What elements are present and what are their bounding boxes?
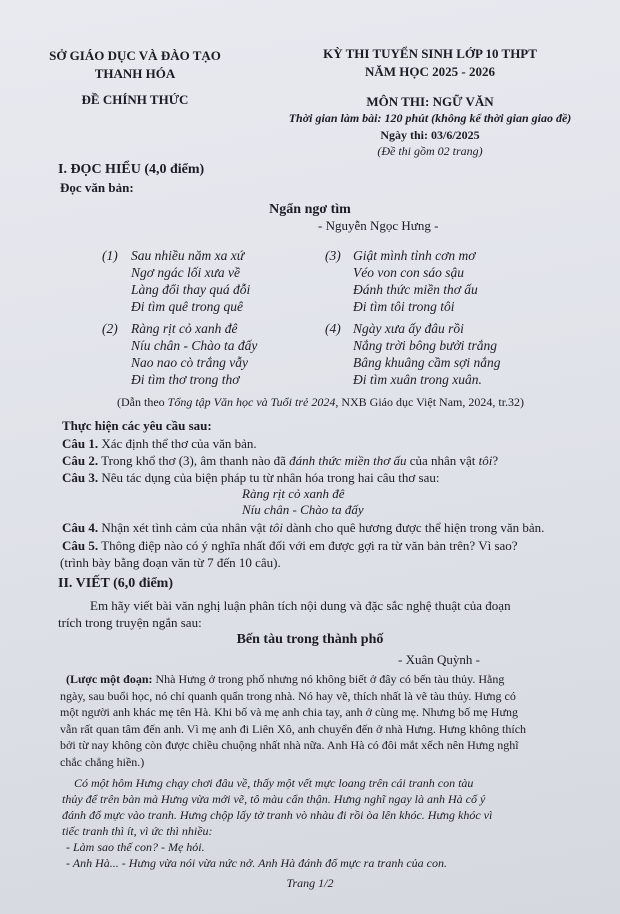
question-text: Thông điệp nào có ý nghĩa nhất đối với em được gợi ra từ văn bản trên? Vì sao? — [101, 538, 518, 553]
source-book-title: Tổng tập Văn học và Tuổi trẻ 2024 — [167, 395, 336, 409]
quote-line: Ràng rịt cỏ xanh đê — [242, 486, 345, 501]
question-4 — [62, 519, 544, 536]
department-name: SỞ GIÁO DỤC VÀ ĐÀO TẠO — [49, 48, 221, 63]
subject-line: MÔN THI: NGỮ VĂN — [366, 94, 494, 109]
page-number: Trang 1/2 — [286, 876, 334, 890]
excerpt-line: Có một hôm Hưng chạy chơi đâu về, thấy một vết mực loang trên cái tranh con tàu — [74, 776, 474, 790]
question-text: Trong khổ thơ (3), âm thanh nào đã — [101, 453, 290, 468]
tasks-heading: Thực hiện các yêu cầu sau: — [62, 418, 212, 433]
question-text: ? — [492, 453, 499, 468]
province-name: THANH HÓA — [94, 66, 176, 81]
question-2 — [62, 452, 498, 469]
question-label: Câu 3. — [62, 470, 99, 485]
summary-line: ngày, sau buổi học, nó chỉ quanh quẩn trong nhà. Nó hay vẽ, thích nhất là vẽ tàu thủy. Hưng có — [60, 688, 516, 703]
excerpt-line: - Làm sao thế con? - Mẹ hỏi. — [66, 840, 205, 854]
poem-line: Níu chân - Chào ta đấy — [131, 338, 258, 353]
summary-label: (Lược một đoạn: — [66, 672, 153, 686]
summary-line: bởi từ nay không còn được chiều chuộng nhất nhà nữa. Anh Hà có đôi mắt xếch nên Hưng nghĩ — [60, 738, 519, 752]
summary-line: chắc chẳng hiền.) — [60, 754, 145, 769]
official-label: ĐỀ CHÍNH THỨC — [81, 92, 189, 107]
question-text: của nhân vật — [406, 453, 479, 468]
summary-line: vẫn rất quan tâm đến anh. Vì mẹ anh đi Liên Xô, anh chuyển đến ở nhà Hưng. Hưng không thích — [60, 721, 527, 736]
question-text: Nhận xét tình cảm của nhân vật — [101, 520, 270, 535]
question-emphasis: tôi — [478, 453, 493, 468]
question-1 — [62, 435, 257, 452]
question-text: dành cho quê hương được thể hiện trong văn bản. — [282, 520, 545, 535]
stanza-number: (1) — [102, 248, 118, 263]
question-3 — [62, 469, 439, 486]
poem-line: Bâng khuâng cầm sợi nắng — [353, 355, 501, 370]
summary-line: Nhà Hưng ở trong phố nhưng nó không biết ở đây có bến tàu thủy. Hằng — [152, 672, 505, 686]
stanza-number: (2) — [102, 321, 118, 336]
question-label: Câu 1. — [62, 436, 99, 451]
poem-source — [117, 395, 524, 410]
poem-line: Đi tìm tôi trong tôi — [353, 299, 455, 314]
poem-line: Làng đổi thay quá đỗi — [131, 282, 251, 297]
section-1-heading: I. ĐỌC HIỂU (4,0 điểm) — [58, 162, 205, 177]
question-label: Câu 2. — [62, 453, 99, 468]
exam-date: Ngày thi: 03/6/2025 — [380, 128, 480, 142]
question-label: Câu 4. — [62, 520, 99, 535]
exam-title: KỲ THI TUYỂN SINH LỚP 10 THPT — [323, 46, 537, 61]
source-prefix: (Dẫn theo — [117, 395, 168, 409]
poem-line: Giật mình tỉnh cơn mơ — [353, 248, 476, 263]
duration-line: Thời gian làm bài: 120 phút (không kể thời gian giao đề) — [288, 111, 572, 125]
story-excerpt — [62, 775, 492, 871]
poem-line: Đi tìm quê trong quê — [131, 299, 243, 314]
question-emphasis: tôi — [269, 520, 283, 535]
quote-line: Níu chân - Chào ta đấy — [242, 502, 364, 517]
excerpt-line: tiếc tranh thì ít, vì ức thì nhiều: — [62, 824, 213, 838]
page-count-note: (Đề thi gồm 02 trang) — [377, 144, 483, 158]
writing-prompt-cont: trích trong truyện ngắn sau: — [58, 615, 202, 630]
poem-line: Đánh thức miền thơ ấu — [353, 282, 478, 297]
question-text: Xác định thể thơ của văn bản. — [101, 436, 257, 451]
poem-line: Ngày xưa ấy đâu rồi — [353, 321, 464, 336]
question-text: Nêu tác dụng của biện pháp tu từ nhân hóa trong hai câu thơ sau: — [101, 470, 440, 485]
excerpt-line: thủy để trên bàn mà Hưng vừa mới vẽ, tô màu cẩn thận. Hưng nghĩ ngay là anh Hà cố ý — [62, 792, 486, 806]
section-2-heading: II. VIẾT (6,0 điểm) — [58, 576, 174, 591]
story-summary — [60, 671, 527, 770]
excerpt-line: - Anh Hà... - Hưng vừa nói vừa nức nở. Anh Hà đánh đổ mực ra tranh của con. — [66, 856, 447, 870]
summary-line: một người anh khác mẹ tên Hà. Khi bố và mẹ anh chia tay, anh ở cùng mẹ. Nhưng bố mẹ Hưng — [60, 705, 518, 719]
poem-line: Đi tìm xuân trong xuân. — [353, 372, 482, 387]
poem-line: Véo von con sáo sậu — [353, 265, 464, 280]
poem-line: Đi tìm thơ trong thơ — [131, 372, 240, 387]
poem-line: Nao nao cò trắng vẫy — [131, 355, 248, 370]
source-suffix: , NXB Giáo dục Việt Nam, 2024, tr.32) — [335, 395, 525, 409]
poem-author: - Nguyễn Ngọc Hưng - — [318, 218, 439, 233]
story-title: Bến tàu trong thành phố — [236, 632, 384, 647]
poem-line: Sau nhiều năm xa xứ — [131, 248, 245, 263]
poem-line: Ngơ ngác lối xưa về — [131, 265, 241, 280]
question-5-note: (trình bày bằng đoạn văn từ 7 đến 10 câu). — [60, 555, 281, 570]
question-5 — [62, 537, 518, 554]
poem-line: Nắng trời bông bưởi trắng — [353, 338, 498, 353]
stanza-number: (3) — [325, 248, 341, 263]
question-label: Câu 5. — [62, 538, 99, 553]
read-label: Đọc văn bản: — [60, 180, 134, 195]
story-author: - Xuân Quỳnh - — [398, 652, 480, 667]
school-year: NĂM HỌC 2025 - 2026 — [365, 64, 495, 79]
excerpt-line: đánh đổ mực vào tranh. Hưng chộp lấy tờ tranh vò nhàu đi rồi òa lên khóc. Hưng khóc vì — [62, 808, 493, 822]
question-emphasis: đánh thức miền thơ ấu — [289, 453, 407, 468]
writing-prompt: Em hãy viết bài văn nghị luận phân tích nội dung và đặc sắc nghệ thuật của đoạn — [90, 598, 511, 613]
poem-line: Ràng rịt cỏ xanh đê — [131, 321, 238, 336]
stanza-number: (4) — [325, 321, 341, 336]
poem-title: Ngẩn ngơ tìm — [269, 202, 351, 217]
